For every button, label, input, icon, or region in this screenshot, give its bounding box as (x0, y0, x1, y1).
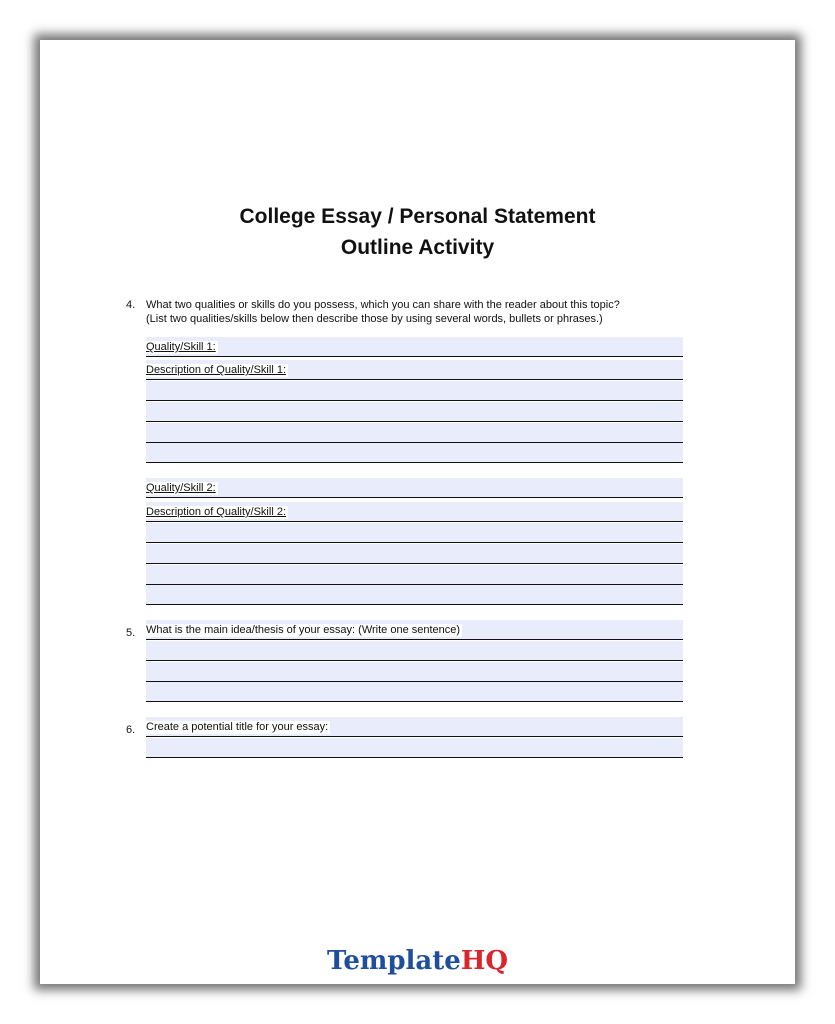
description-2-field[interactable] (146, 502, 683, 522)
description-2-line-3[interactable] (146, 544, 683, 564)
question-4-subtext: (List two qualities/skills below then describe those by using several words, bullets or phrases.) (146, 313, 603, 325)
quality-1-field[interactable] (146, 337, 683, 357)
logo-part-hq: HQ (460, 946, 509, 976)
logo-part-template: Template (326, 946, 461, 976)
quality-2-field[interactable] (146, 478, 683, 498)
essay-title-line-2[interactable] (146, 738, 683, 758)
thesis-line-4[interactable] (146, 682, 683, 702)
templatehq-logo (40, 946, 795, 976)
description-1-label: Description of Quality/Skill 1: (146, 364, 286, 376)
question-4-number: 4. (126, 299, 136, 311)
description-2-line-5[interactable] (146, 585, 683, 605)
question-5-number: 5. (126, 627, 136, 639)
description-1-line-2[interactable] (146, 381, 683, 401)
quality-2-label: Quality/Skill 2: (146, 482, 216, 494)
description-2-line-2[interactable] (146, 523, 683, 543)
description-2-line-4[interactable] (146, 565, 683, 585)
document-title-line-1: College Essay / Personal Statement (239, 205, 596, 228)
description-1-field[interactable] (146, 360, 683, 380)
thesis-line-2[interactable] (146, 641, 683, 661)
description-2-label: Description of Quality/Skill 2: (146, 506, 286, 518)
document-title-line-2: Outline Activity (340, 236, 495, 259)
question-5-text: What is the main idea/thesis of your essay: (Write one sentence) (146, 624, 461, 636)
question-4-text: What two qualities or skills do you possess, which you can share with the reader about this topic? (146, 299, 620, 311)
description-1-line-5[interactable] (146, 443, 683, 463)
thesis-line-3[interactable] (146, 662, 683, 682)
document-page (40, 40, 795, 984)
essay-title-field[interactable] (146, 717, 683, 737)
question-6-number: 6. (126, 724, 136, 736)
thesis-field[interactable] (146, 620, 683, 640)
quality-1-label: Quality/Skill 1: (146, 341, 216, 353)
description-1-line-3[interactable] (146, 402, 683, 422)
description-1-line-4[interactable] (146, 423, 683, 443)
question-6-text: Create a potential title for your essay: (146, 721, 329, 733)
